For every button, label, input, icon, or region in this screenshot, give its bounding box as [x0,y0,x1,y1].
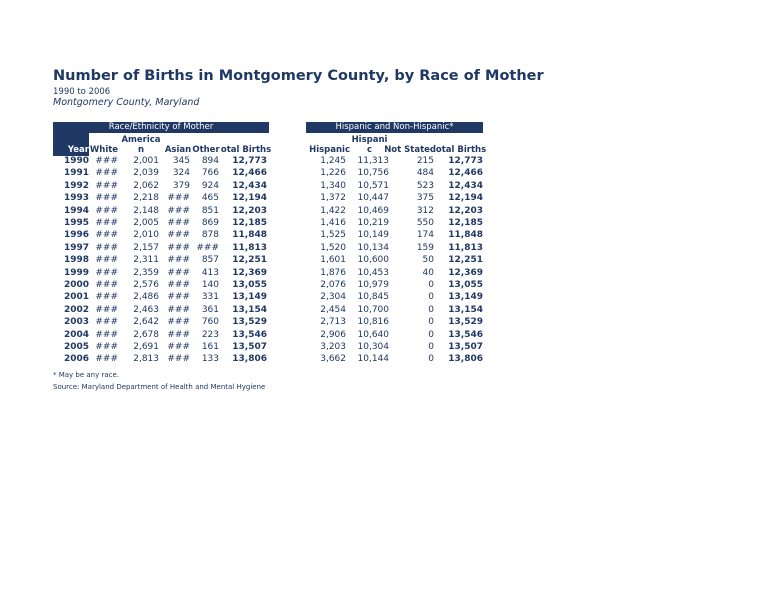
column-header-total-births: otal Births [220,145,272,155]
cell-american: 2,148 [133,205,159,216]
cell-total2: 12,466 [448,168,483,179]
cell-american: 2,678 [133,329,159,340]
cell-asian: ### [167,354,190,365]
cell-total: 13,546 [232,329,267,340]
column-header-year: Year [67,145,89,155]
cell-white: ### [95,193,118,204]
cell-asian: ### [167,280,190,290]
cell-total2: 12,251 [448,255,483,266]
cell-other: 851 [201,205,219,216]
location-label: Montgomery County, Maryland [53,97,200,108]
cell-not-stated: 550 [416,218,434,228]
cell-year: 1994 [63,205,89,216]
cell-white: ### [95,218,118,228]
cell-white: ### [95,342,118,352]
cell-white: ### [95,329,118,340]
cell-non-hispanic: 10,144 [357,354,389,365]
cell-american: 2,691 [133,342,159,352]
cell-total: 13,529 [232,317,267,328]
cell-total: 12,369 [232,267,267,278]
cell-total: 12,194 [232,193,267,204]
column-header-hispanic: Hispanic [309,145,350,155]
cell-other: 331 [201,292,219,303]
cell-total2: 13,055 [448,280,483,290]
cell-total2: 12,369 [448,267,483,278]
cell-total: 12,434 [232,180,267,191]
cell-total: 12,203 [232,205,267,216]
page-subtitle: 1990 to 2006 [53,87,111,97]
cell-non-hispanic: 10,571 [357,180,389,191]
cell-year: 2004 [63,329,89,340]
cell-asian: ### [167,255,190,266]
column-header-white: White [89,145,119,155]
column-header-not-stated [384,145,436,155]
footnote: * May be any race. [53,371,120,379]
cell-asian: ### [167,329,190,340]
cell-not-stated: 40 [422,267,434,278]
cell-hispanic: 1,422 [320,205,346,216]
column-header-american-line2: n [137,145,145,155]
cell-white: ### [95,267,118,278]
cell-year: 1996 [63,230,89,241]
page-title: Number of Births in Montgomery County, by Race of Mother [53,68,544,84]
cell-non-hispanic: 10,219 [357,218,389,228]
cell-other: 361 [201,304,219,315]
cell-asian: ### [167,342,190,352]
cell-hispanic: 1,245 [320,156,346,166]
cell-other: 161 [201,342,219,352]
cell-hispanic: 1,876 [320,267,346,278]
cell-not-stated: 50 [422,255,434,266]
cell-american: 2,062 [133,180,159,191]
cell-white: ### [95,317,118,328]
cell-year: 1993 [63,193,89,204]
cell-total: 12,185 [232,218,267,228]
cell-total: 13,149 [232,292,267,303]
cell-not-stated: 174 [416,230,434,241]
cell-year: 1990 [63,156,89,166]
cell-year: 1998 [63,255,89,266]
cell-asian: ### [167,242,190,253]
race-group-header: Race/Ethnicity of Mother [53,122,269,133]
cell-total2: 13,154 [448,304,483,315]
cell-white: ### [95,354,118,365]
cell-year: 1995 [63,218,89,228]
cell-hispanic: 2,906 [320,329,346,340]
column-header-total-births-hispanic: otal Births [435,145,487,155]
cell-asian: ### [167,317,190,328]
cell-year: 1997 [63,242,89,253]
column-header-other: Other [192,145,220,155]
cell-hispanic: 3,662 [320,354,346,365]
cell-year: 1999 [63,267,89,278]
column-header-non-hispanic-line2: c [366,145,373,155]
cell-non-hispanic: 10,469 [357,205,389,216]
cell-total2: 12,185 [448,218,483,228]
cell-non-hispanic: 10,979 [357,280,389,290]
cell-american: 2,218 [133,193,159,204]
cell-total: 11,848 [232,230,267,241]
cell-asian: 345 [172,156,190,166]
cell-year: 2001 [63,292,89,303]
cell-hispanic: 1,372 [320,193,346,204]
not-stated-label: Not Stated [384,145,436,155]
cell-total: 13,154 [232,304,267,315]
cell-total2: 13,529 [448,317,483,328]
cell-hispanic: 2,076 [320,280,346,290]
cell-year: 2006 [63,354,89,365]
cell-not-stated: 0 [428,317,434,328]
cell-total2: 12,203 [448,205,483,216]
cell-asian: ### [167,205,190,216]
cell-white: ### [95,180,118,191]
cell-not-stated: 523 [416,180,434,191]
cell-year: 2000 [63,280,89,290]
cell-white: ### [95,168,118,179]
cell-total: 11,813 [232,242,267,253]
cell-not-stated: 0 [428,304,434,315]
cell-not-stated: 0 [428,342,434,352]
cell-hispanic: 1,340 [320,180,346,191]
cell-white: ### [95,205,118,216]
cell-non-hispanic: 10,816 [357,317,389,328]
cell-total2: 12,434 [448,180,483,191]
cell-american: 2,311 [133,255,159,266]
cell-total2: 13,507 [448,342,483,352]
cell-other: 133 [201,354,219,365]
cell-not-stated: 312 [416,205,434,216]
cell-not-stated: 0 [428,280,434,290]
cell-other: 869 [201,218,219,228]
cell-other: 766 [201,168,219,179]
cell-total2: 12,773 [448,156,483,166]
cell-other: 878 [201,230,219,241]
column-header-asian: Asian [164,145,192,155]
cell-asian: ### [167,230,190,241]
cell-american: 2,463 [133,304,159,315]
cell-white: ### [95,156,118,166]
cell-non-hispanic: 10,149 [357,230,389,241]
cell-american: 2,001 [133,156,159,166]
cell-other: 223 [201,329,219,340]
cell-total: 13,055 [232,280,267,290]
cell-hispanic: 2,713 [320,317,346,328]
cell-other: ### [196,242,219,253]
cell-year: 1991 [63,168,89,179]
cell-white: ### [95,242,118,253]
cell-american: 2,359 [133,267,159,278]
cell-year: 1992 [63,180,89,191]
cell-other: 140 [201,280,219,290]
cell-year: 2003 [63,317,89,328]
cell-non-hispanic: 10,447 [357,193,389,204]
cell-hispanic: 1,601 [320,255,346,266]
source-note: Source: Maryland Department of Health and Mental Hygiene [53,383,266,391]
cell-american: 2,576 [133,280,159,290]
cell-american: 2,642 [133,317,159,328]
cell-other: 857 [201,255,219,266]
cell-asian: ### [167,193,190,204]
cell-white: ### [95,292,118,303]
cell-non-hispanic: 10,700 [357,304,389,315]
cell-total: 13,507 [232,342,267,352]
cell-other: 465 [201,193,219,204]
cell-hispanic: 1,525 [320,230,346,241]
cell-asian: 324 [172,168,190,179]
cell-other: 894 [201,156,219,166]
cell-total2: 12,194 [448,193,483,204]
cell-not-stated: 484 [416,168,434,179]
cell-not-stated: 0 [428,292,434,303]
cell-hispanic: 1,416 [320,218,346,228]
cell-american: 2,486 [133,292,159,303]
cell-total2: 11,848 [448,230,483,241]
cell-non-hispanic: 11,313 [357,156,389,166]
cell-year: 2005 [63,342,89,352]
cell-hispanic: 3,203 [320,342,346,352]
cell-asian: ### [167,292,190,303]
cell-american: 2,005 [133,218,159,228]
cell-year: 2002 [63,304,89,315]
cell-non-hispanic: 10,756 [357,168,389,179]
cell-asian: 379 [172,180,190,191]
cell-not-stated: 215 [416,156,434,166]
cell-total: 12,466 [232,168,267,179]
cell-not-stated: 159 [416,242,434,253]
cell-asian: ### [167,304,190,315]
cell-white: ### [95,280,118,290]
cell-asian: ### [167,267,190,278]
hispanic-group-header: Hispanic and Non-Hispanic* [306,122,483,133]
cell-white: ### [95,255,118,266]
cell-non-hispanic: 10,304 [357,342,389,352]
cell-non-hispanic: 10,453 [357,267,389,278]
cell-hispanic: 2,304 [320,292,346,303]
cell-asian: ### [167,218,190,228]
column-header-american-line1: America [121,135,161,145]
cell-white: ### [95,304,118,315]
cell-hispanic: 1,226 [320,168,346,179]
cell-hispanic: 1,520 [320,242,346,253]
cell-american: 2,010 [133,230,159,241]
cell-non-hispanic: 10,134 [357,242,389,253]
cell-other: 760 [201,317,219,328]
cell-total2: 13,149 [448,292,483,303]
cell-non-hispanic: 10,640 [357,329,389,340]
column-header-non-hispanic-line1: Hispani [351,135,388,145]
cell-non-hispanic: 10,600 [357,255,389,266]
cell-total2: 13,806 [448,354,483,365]
cell-american: 2,157 [133,242,159,253]
cell-non-hispanic: 10,845 [357,292,389,303]
cell-total: 12,251 [232,255,267,266]
cell-other: 924 [201,180,219,191]
cell-hispanic: 2,454 [320,304,346,315]
cell-total2: 13,546 [448,329,483,340]
cell-not-stated: 0 [428,329,434,340]
cell-total: 13,806 [232,354,267,365]
cell-american: 2,813 [133,354,159,365]
cell-total2: 11,813 [448,242,483,253]
cell-not-stated: 375 [416,193,434,204]
cell-white: ### [95,230,118,241]
cell-other: 413 [201,267,219,278]
cell-not-stated: 0 [428,354,434,365]
cell-total: 12,773 [232,156,267,166]
cell-american: 2,039 [133,168,159,179]
